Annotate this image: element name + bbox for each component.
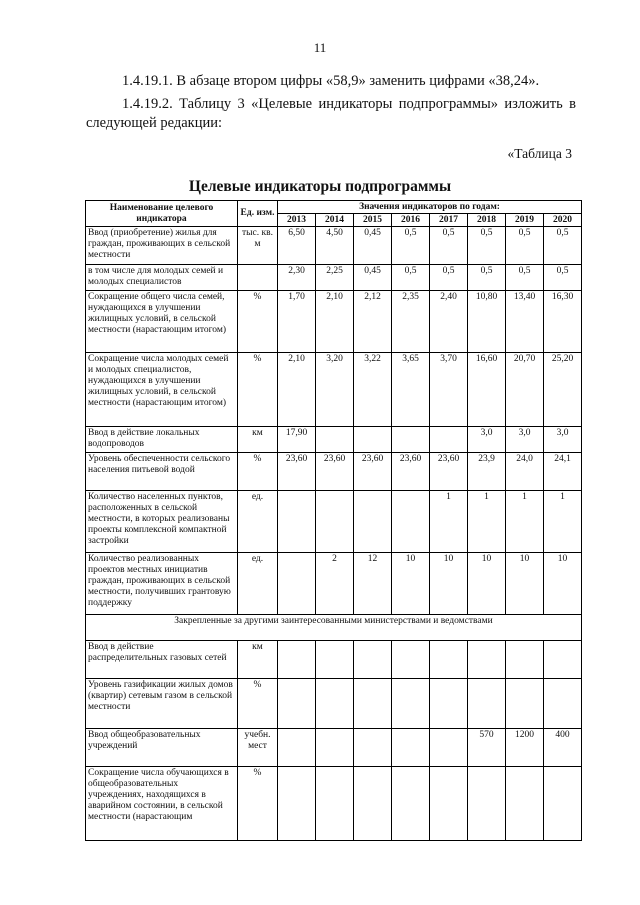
paragraph-amendment-1: 1.4.19.1. В абзаце втором цифры «58,9» заменить цифрами «38,24». xyxy=(122,73,540,89)
indicator-name: Сокращение числа обучающихся в общеобразовательных учреждениях, находящихся в аварийном состоянии, в сельской местности (нарастающим xyxy=(86,767,238,841)
indicator-value: 1200 xyxy=(506,729,544,767)
indicator-value: 24,1 xyxy=(544,453,582,491)
indicator-value xyxy=(544,767,582,841)
header-unit: Ед. изм. xyxy=(238,201,278,227)
indicator-value xyxy=(316,641,354,679)
indicator-value: 10 xyxy=(392,553,430,615)
indicator-value: 6,50 xyxy=(278,227,316,265)
indicator-unit: % xyxy=(238,291,278,353)
indicator-unit: ед. xyxy=(238,553,278,615)
indicator-value: 0,5 xyxy=(506,265,544,291)
indicator-value xyxy=(316,767,354,841)
indicator-value: 23,60 xyxy=(430,453,468,491)
indicator-unit: км xyxy=(238,427,278,453)
indicator-value xyxy=(468,767,506,841)
indicator-value: 0,5 xyxy=(392,265,430,291)
table-section-row xyxy=(86,615,582,641)
indicator-value: 3,65 xyxy=(392,353,430,427)
indicator-name: Количество населенных пунктов, расположенных в сельской местности, в которых реализованы проекты комплексной компактной застройки xyxy=(86,491,238,553)
indicator-value: 2,25 xyxy=(316,265,354,291)
header-values-by-year: Значения индикаторов по годам: xyxy=(278,201,582,214)
table-reference: «Таблица 3 xyxy=(507,146,572,161)
indicator-unit: ед. xyxy=(238,491,278,553)
indicator-value: 25,20 xyxy=(544,353,582,427)
indicator-value xyxy=(430,767,468,841)
indicator-name: в том числе для молодых семей и молодых специалистов xyxy=(86,265,238,291)
indicator-value xyxy=(354,729,392,767)
indicator-value: 4,50 xyxy=(316,227,354,265)
indicator-value xyxy=(506,767,544,841)
page-number: 11 xyxy=(313,40,327,55)
table-row xyxy=(86,491,582,553)
indicator-value: 13,40 xyxy=(506,291,544,353)
indicator-value xyxy=(468,641,506,679)
table-row xyxy=(86,729,582,767)
indicator-value xyxy=(506,679,544,729)
indicator-value: 23,9 xyxy=(468,453,506,491)
indicator-value: 20,70 xyxy=(506,353,544,427)
indicator-unit: % xyxy=(238,679,278,729)
header-indicator-name: Наименование целевого индикатора xyxy=(86,201,238,227)
indicator-value xyxy=(430,679,468,729)
table-row xyxy=(86,291,582,353)
indicator-unit: % xyxy=(238,453,278,491)
indicator-unit: учебн. мест xyxy=(238,729,278,767)
indicator-value: 2,10 xyxy=(278,353,316,427)
indicator-value xyxy=(544,679,582,729)
table-row xyxy=(86,265,582,291)
header-year: 2017 xyxy=(430,214,468,227)
indicator-name: Уровень обеспеченности сельского населения питьевой водой xyxy=(86,453,238,491)
table-row xyxy=(86,227,582,265)
indicator-value: 10 xyxy=(544,553,582,615)
table-row xyxy=(86,453,582,491)
indicator-value: 0,5 xyxy=(544,227,582,265)
paragraph-amendment-2: 1.4.19.2. Таблицу 3 «Целевые индикаторы подпрограммы» изложить в следующей редакции: xyxy=(86,96,576,131)
indicator-value: 16,60 xyxy=(468,353,506,427)
indicator-name: Сокращение общего числа семей, нуждающихся в улучшении жилищных условий, в сельской местности (нарастающим итогом) xyxy=(86,291,238,353)
section-title: Закрепленные за другими заинтересованными министерствами и ведомствами xyxy=(86,615,582,641)
indicator-value xyxy=(316,679,354,729)
indicator-value: 570 xyxy=(468,729,506,767)
indicator-value: 3,70 xyxy=(430,353,468,427)
indicator-value: 3,0 xyxy=(544,427,582,453)
table-row xyxy=(86,353,582,427)
indicator-name: Ввод в действие распределительных газовых сетей xyxy=(86,641,238,679)
table-row xyxy=(86,553,582,615)
table-title: Целевые индикаторы подпрограммы xyxy=(188,178,452,195)
indicator-value: 2,40 xyxy=(430,291,468,353)
header-year: 2016 xyxy=(392,214,430,227)
indicator-value xyxy=(392,491,430,553)
indicator-value: 2,35 xyxy=(392,291,430,353)
header-year: 2018 xyxy=(468,214,506,227)
table-row xyxy=(86,427,582,453)
indicator-value: 0,45 xyxy=(354,227,392,265)
indicator-value: 0,5 xyxy=(430,227,468,265)
indicator-value xyxy=(430,641,468,679)
indicator-value xyxy=(316,427,354,453)
header-year: 2020 xyxy=(544,214,582,227)
indicator-value: 3,22 xyxy=(354,353,392,427)
indicator-name: Ввод в действие локальных водопроводов xyxy=(86,427,238,453)
indicator-value xyxy=(316,491,354,553)
indicator-value: 12 xyxy=(354,553,392,615)
indicator-unit: тыс. кв. м xyxy=(238,227,278,265)
indicator-value: 0,5 xyxy=(468,227,506,265)
indicator-value: 10,80 xyxy=(468,291,506,353)
indicator-value: 23,60 xyxy=(316,453,354,491)
indicator-value xyxy=(392,767,430,841)
indicator-unit xyxy=(238,265,278,291)
indicator-value xyxy=(392,679,430,729)
indicator-value: 10 xyxy=(430,553,468,615)
indicator-value: 1 xyxy=(506,491,544,553)
indicator-unit: км xyxy=(238,641,278,679)
indicator-value: 2 xyxy=(316,553,354,615)
header-year: 2014 xyxy=(316,214,354,227)
indicator-value xyxy=(354,679,392,729)
indicator-value: 1 xyxy=(468,491,506,553)
indicator-name: Сокращение числа молодых семей и молодых специалистов, нуждающихся в улучшении жилищных условий, в сельской местности (нарастающим итогом) xyxy=(86,353,238,427)
indicator-value xyxy=(278,553,316,615)
indicator-value xyxy=(354,767,392,841)
table-row xyxy=(86,767,582,841)
indicator-value: 0,5 xyxy=(468,265,506,291)
indicator-name: Количество реализованных проектов местных инициатив граждан, проживающих в сельской местности, получивших грантовую поддержку xyxy=(86,553,238,615)
indicator-value xyxy=(278,641,316,679)
indicator-value: 0,5 xyxy=(506,227,544,265)
indicator-value: 3,0 xyxy=(506,427,544,453)
header-year: 2019 xyxy=(506,214,544,227)
indicator-value: 0,45 xyxy=(354,265,392,291)
indicator-value: 0,5 xyxy=(392,227,430,265)
table-row xyxy=(86,641,582,679)
indicator-value xyxy=(468,679,506,729)
table-row xyxy=(86,679,582,729)
indicator-value: 2,12 xyxy=(354,291,392,353)
indicator-value xyxy=(354,491,392,553)
indicators-table xyxy=(85,200,582,841)
indicator-value: 2,10 xyxy=(316,291,354,353)
indicator-value: 23,60 xyxy=(392,453,430,491)
indicator-unit: % xyxy=(238,353,278,427)
indicator-value xyxy=(354,427,392,453)
indicator-value: 10 xyxy=(506,553,544,615)
indicator-value xyxy=(278,491,316,553)
indicator-value: 16,30 xyxy=(544,291,582,353)
indicator-value: 0,5 xyxy=(544,265,582,291)
indicator-value: 10 xyxy=(468,553,506,615)
indicator-value xyxy=(392,641,430,679)
indicator-value: 23,60 xyxy=(354,453,392,491)
indicator-value: 0,5 xyxy=(430,265,468,291)
indicator-value xyxy=(278,729,316,767)
indicator-value xyxy=(316,729,354,767)
indicator-value: 3,0 xyxy=(468,427,506,453)
indicator-unit: % xyxy=(238,767,278,841)
header-year: 2013 xyxy=(278,214,316,227)
indicator-name: Ввод общеобразовательных учреждений xyxy=(86,729,238,767)
header-year: 2015 xyxy=(354,214,392,227)
indicator-value xyxy=(430,427,468,453)
indicator-value: 17,90 xyxy=(278,427,316,453)
indicator-value: 24,0 xyxy=(506,453,544,491)
indicator-value xyxy=(392,427,430,453)
indicator-value: 3,20 xyxy=(316,353,354,427)
indicator-value: 1 xyxy=(544,491,582,553)
indicator-value: 1 xyxy=(430,491,468,553)
indicator-value: 400 xyxy=(544,729,582,767)
indicator-value xyxy=(392,729,430,767)
indicator-value xyxy=(506,641,544,679)
indicator-value xyxy=(544,641,582,679)
indicator-name: Уровень газификации жилых домов (квартир) сетевым газом в сельской местности xyxy=(86,679,238,729)
indicator-value xyxy=(354,641,392,679)
indicator-value: 2,30 xyxy=(278,265,316,291)
indicator-value xyxy=(278,679,316,729)
indicator-name: Ввод (приобретение) жилья для граждан, проживающих в сельской местности xyxy=(86,227,238,265)
indicator-value xyxy=(278,767,316,841)
indicator-value xyxy=(430,729,468,767)
indicator-value: 1,70 xyxy=(278,291,316,353)
indicator-value: 23,60 xyxy=(278,453,316,491)
